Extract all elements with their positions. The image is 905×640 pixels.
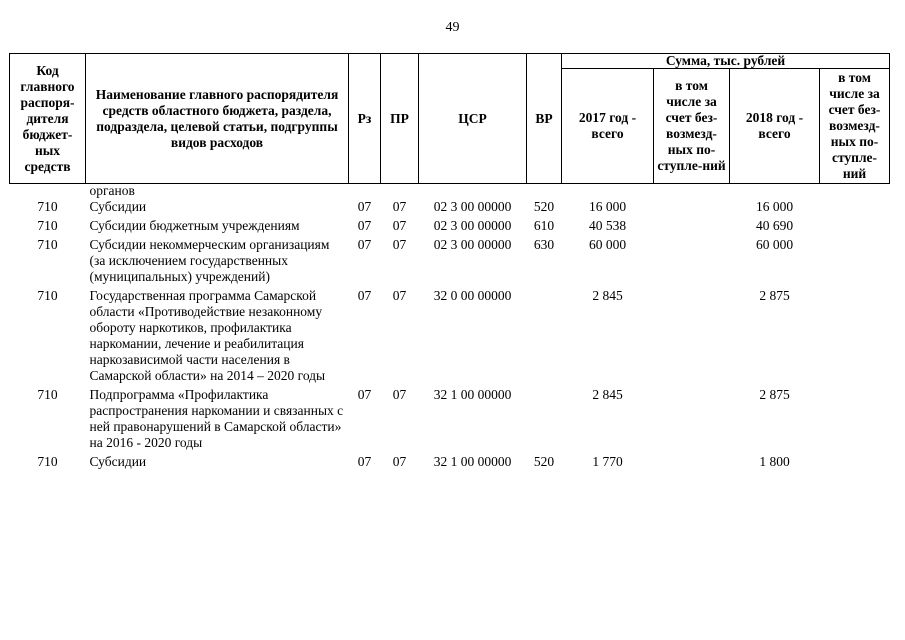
header-rz: Рз xyxy=(349,54,381,184)
header-gratuitous-2018: в том числе за счет без-возмезд-ных по-ступле-ний xyxy=(820,69,890,184)
header-name: Наименование главного распорядителя средств областного бюджета, раздела, подраздела, целевой статьи, подгруппы видов расходов xyxy=(86,54,349,184)
table-row xyxy=(10,198,890,217)
cell-code: 710 xyxy=(37,288,58,303)
cell-vr: 520 xyxy=(533,199,555,214)
cell-gratuitous-2018 xyxy=(820,217,890,236)
cell-code: 710 xyxy=(37,237,58,252)
cell-gratuitous-2018 xyxy=(820,386,890,453)
cell-total-2017: 1 770 xyxy=(592,454,623,469)
cell-gratuitous-2017 xyxy=(654,287,730,386)
cell-rz: 07 xyxy=(357,288,372,303)
header-csr: ЦСР xyxy=(419,54,527,184)
cell-pr: 07 xyxy=(392,387,407,402)
cell-gratuitous-2018 xyxy=(820,236,890,287)
cell-total-2017: 16 000 xyxy=(588,199,627,214)
cell-csr: 32 1 00 00000 xyxy=(433,387,512,402)
cell-gratuitous-2017 xyxy=(654,217,730,236)
header-code: Код главного распоря-дителя бюджет-ных средств xyxy=(10,54,86,184)
cell-total-2018: 1 800 xyxy=(759,454,790,469)
cell-vr xyxy=(527,386,562,453)
cell-total-2018: 60 000 xyxy=(755,237,794,252)
cell-pr: 07 xyxy=(392,218,407,233)
header-total-2018: 2018 год - всего xyxy=(730,69,820,184)
cell-pr: 07 xyxy=(392,288,407,303)
cell-total-2017: 60 000 xyxy=(588,237,627,252)
cell-rz: 07 xyxy=(357,237,372,252)
cell-gratuitous-2018 xyxy=(820,198,890,217)
table-row xyxy=(10,453,890,472)
cell-total-2017: 2 845 xyxy=(592,387,623,402)
cell-code: 710 xyxy=(37,199,58,214)
cell-total-2018: 40 690 xyxy=(755,218,794,233)
header-total-2017: 2017 год - всего xyxy=(562,69,654,184)
cell-name: Субсидии xyxy=(89,199,147,214)
cell-gratuitous-2018 xyxy=(820,453,890,472)
page-number: 49 xyxy=(445,20,460,35)
cell-rz: 07 xyxy=(357,454,372,469)
cell-vr: 610 xyxy=(533,218,555,233)
table-row xyxy=(10,386,890,453)
cell-vr: 520 xyxy=(533,454,555,469)
header-gratuitous-2017: в том числе за счет без-возмезд-ных по-ступле-ний xyxy=(654,69,730,184)
cell-csr: 32 0 00 00000 xyxy=(433,288,512,303)
cell-rz: 07 xyxy=(357,387,372,402)
cell-pr: 07 xyxy=(392,237,407,252)
cell-csr: 32 1 00 00000 xyxy=(433,454,512,469)
cell-vr xyxy=(527,287,562,386)
cell-total-2017: 2 845 xyxy=(592,288,623,303)
cell-gratuitous-2018 xyxy=(820,287,890,386)
cell-pr: 07 xyxy=(392,199,407,214)
table-row xyxy=(10,217,890,236)
cell-rz: 07 xyxy=(357,199,372,214)
cell-name: Субсидии некоммерческим организациям (за исключением государственных (муниципальных) учреждений) xyxy=(89,237,330,284)
cell-name: Субсидии xyxy=(89,454,147,469)
cell-pr: 07 xyxy=(392,454,407,469)
cell-continuation-text: органов xyxy=(89,183,135,198)
table-row xyxy=(10,236,890,287)
header-pr: ПР xyxy=(381,54,419,184)
cell-total-2018: 2 875 xyxy=(759,288,790,303)
budget-table xyxy=(9,53,890,472)
cell-total-2018: 2 875 xyxy=(759,387,790,402)
cell-gratuitous-2017 xyxy=(654,236,730,287)
cell-name: Государственная программа Самарской области «Противодействие незаконному обороту наркотиков, профилактика наркомании, лечение и реабилитация наркозависимой части населения в Самарской области» на 2014 – 2020 годы xyxy=(89,288,326,383)
cell-name: Подпрограмма «Профилактика распространения наркомании и связанных с ней правонарушений в Самарской области» на 2016 - 2020 годы xyxy=(89,387,344,450)
cell-gratuitous-2017 xyxy=(654,198,730,217)
cell-code: 710 xyxy=(37,387,58,402)
table-row-continuation xyxy=(10,184,890,199)
cell-csr: 02 3 00 00000 xyxy=(433,199,512,214)
cell-gratuitous-2017 xyxy=(654,453,730,472)
cell-total-2018: 16 000 xyxy=(755,199,794,214)
header-vr: ВР xyxy=(527,54,562,184)
cell-code: 710 xyxy=(37,454,58,469)
cell-name: Субсидии бюджетным учреждениям xyxy=(89,218,300,233)
header-sum: Сумма, тыс. рублей xyxy=(562,54,890,69)
cell-csr: 02 3 00 00000 xyxy=(433,218,512,233)
cell-vr: 630 xyxy=(533,237,555,252)
table-body xyxy=(10,184,890,473)
cell-csr: 02 3 00 00000 xyxy=(433,237,512,252)
cell-empty xyxy=(10,184,86,199)
cell-code: 710 xyxy=(37,218,58,233)
table-row xyxy=(10,287,890,386)
table-header xyxy=(10,54,890,184)
cell-gratuitous-2017 xyxy=(654,386,730,453)
cell-rz: 07 xyxy=(357,218,372,233)
cell-total-2017: 40 538 xyxy=(588,218,627,233)
